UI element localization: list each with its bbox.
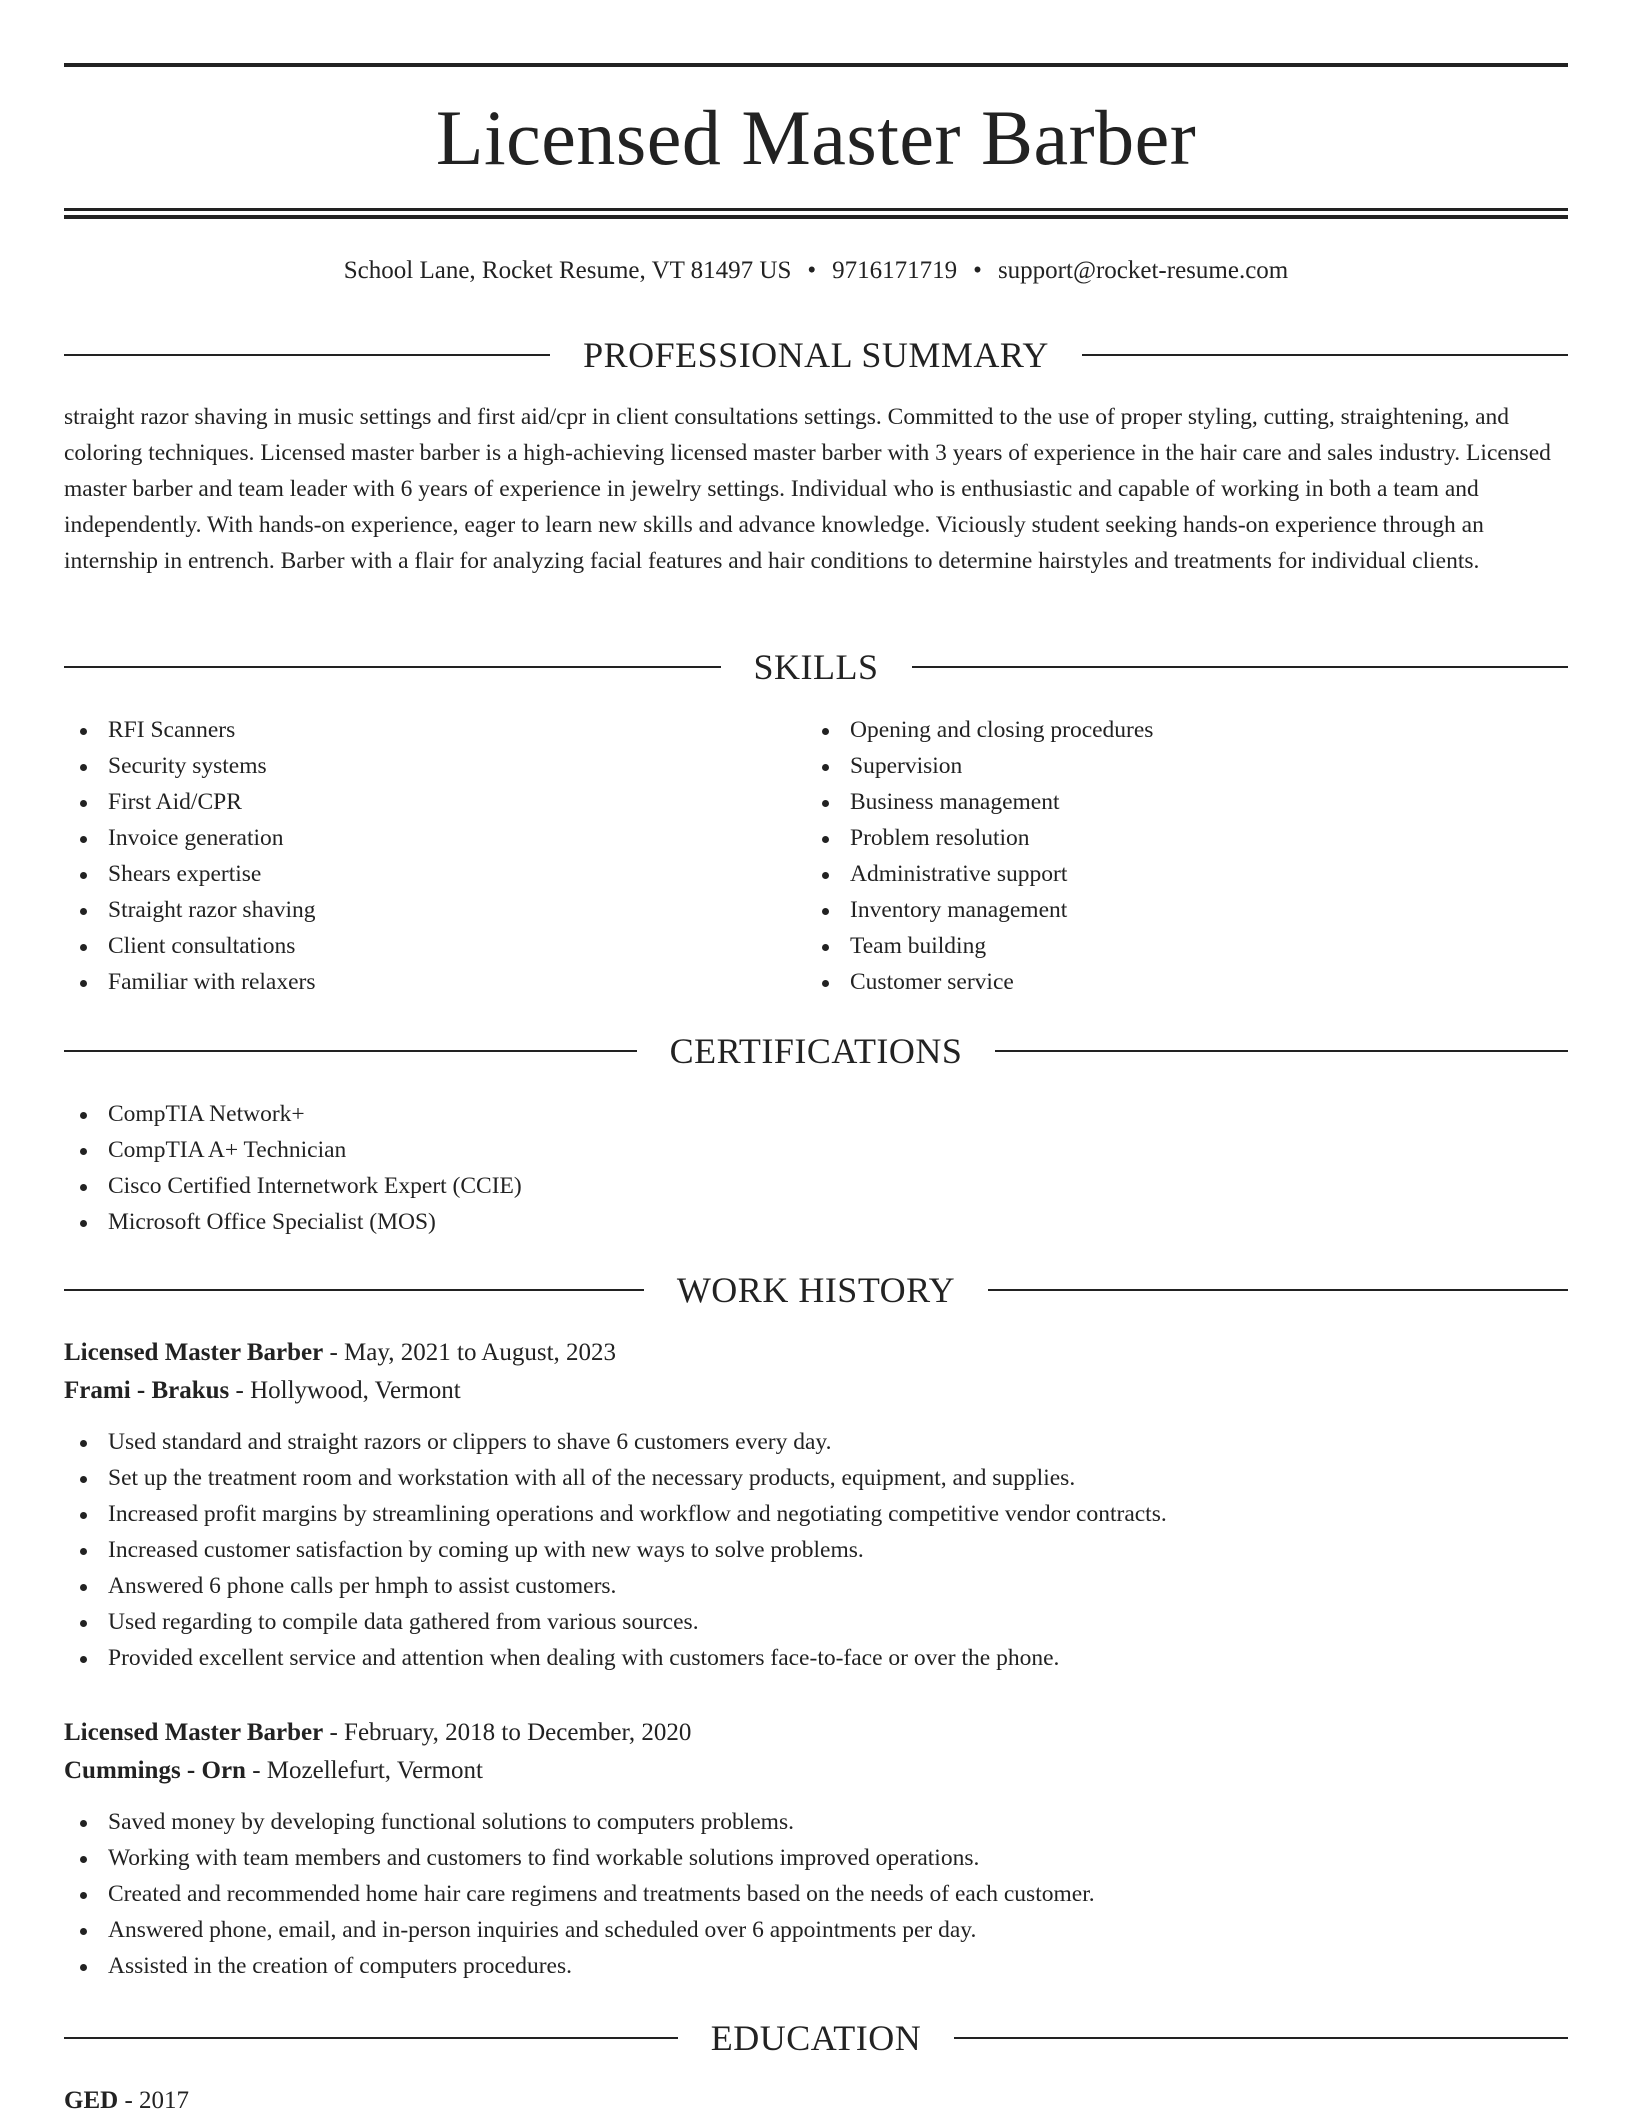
job-duty: Used regarding to compile data gathered from various sources. (64, 1604, 1568, 1640)
job-duty: Answered phone, email, and in-person inquiries and scheduled over 6 appointments per day. (64, 1912, 1568, 1948)
certification-item: Cisco Certified Internetwork Expert (CCIE) (64, 1168, 1568, 1204)
certifications-list (64, 1096, 1568, 1240)
job-entry (64, 1714, 1568, 1984)
job-duty: Provided excellent service and attention when dealing with customers face-to-face or over the phone. (64, 1640, 1568, 1676)
section-title-education: EDUCATION (710, 2018, 922, 2058)
certification-item: CompTIA Network+ (64, 1096, 1568, 1132)
education-entry (64, 2082, 1568, 2120)
education-year: - 2017 (118, 2087, 190, 2114)
section-rule (64, 2037, 678, 2039)
section-title-skills: SKILLS (753, 647, 879, 687)
job-company-line (64, 1752, 1568, 1790)
job-duty: Set up the treatment room and workstation with all of the necessary products, equipment, and supplies. (64, 1460, 1568, 1496)
job-duties-list (64, 1804, 1568, 1984)
job-duty: Answered 6 phone calls per hmph to assist customers. (64, 1568, 1568, 1604)
section-rule (64, 1050, 637, 1052)
contact-address: School Lane, Rocket Resume, VT 81497 US (343, 257, 792, 284)
skill-item: RFI Scanners (64, 712, 804, 748)
job-title: Licensed Master Barber (64, 1339, 324, 1366)
section-header-summary (64, 332, 1568, 378)
summary-text: straight razor shaving in music settings and first aid/cpr in client consultations settings. Committed to the use of proper styling, cutting, straightening, and coloring techniques. Licensed master barber is a high-achieving licensed master barber with 3 years of experience in the hair care and sales industry. Licensed master barber and team leader with 6 years of experience in jewelry settings. Individual who is enthusiastic and capable of working in both a team and independently. With hands-on experience, eager to learn new skills and advance knowledge. Viciously student seeking hands-on experience through an internship in entrench. Barber with a flair for analyzing facial features and hair conditions to determine hairstyles and treatments for individual clients. (64, 404, 1551, 574)
job-duty: Used standard and straight razors or clippers to shave 6 customers every day. (64, 1424, 1568, 1460)
job-dates: - May, 2021 to August, 2023 (323, 1339, 617, 1366)
skill-item: Inventory management (806, 892, 1546, 928)
contact-separator: • (807, 257, 817, 284)
title-rule-lower (64, 215, 1568, 219)
title-rule-upper (64, 208, 1568, 211)
skill-item: Client consultations (64, 928, 804, 964)
section-header-certifications (64, 1028, 1568, 1074)
job-duty: Increased profit margins by streamlining operations and workflow and negotiating competitive vendor contracts. (64, 1496, 1568, 1532)
job-duty: Increased customer satisfaction by coming up with new ways to solve problems. (64, 1532, 1568, 1568)
skill-item: Opening and closing procedures (806, 712, 1546, 748)
top-rule (64, 63, 1568, 67)
skill-item: Business management (806, 784, 1546, 820)
education-degree: GED (64, 2087, 119, 2114)
resume-title: Licensed Master Barber (435, 94, 1197, 181)
section-rule (995, 1050, 1568, 1052)
job-title-line (64, 1714, 1568, 1752)
skill-item: Supervision (806, 748, 1546, 784)
section-title-work-history: WORK HISTORY (676, 1270, 956, 1310)
section-rule (988, 1289, 1568, 1291)
section-title-summary: PROFESSIONAL SUMMARY (583, 335, 1049, 375)
section-rule (912, 666, 1569, 668)
contact-separator: • (973, 257, 982, 284)
contact-phone: 9716171719 (832, 257, 958, 284)
job-title-line (64, 1334, 1568, 1372)
job-location: - Mozellefurt, Vermont (245, 1757, 483, 1784)
job-location: - Hollywood, Vermont (229, 1377, 461, 1404)
skill-item: Problem resolution (806, 820, 1546, 856)
job-company-line (64, 1372, 1568, 1410)
section-header-work-history (64, 1267, 1568, 1313)
skills-list-left (64, 712, 804, 1000)
contact-line (64, 254, 1568, 288)
skill-item: Administrative support (806, 856, 1546, 892)
skill-item: Invoice generation (64, 820, 804, 856)
skill-item: Straight razor shaving (64, 892, 804, 928)
skills-list-right (806, 712, 1546, 1000)
section-rule (64, 354, 550, 356)
certification-item: CompTIA A+ Technician (64, 1132, 1568, 1168)
skill-item: First Aid/CPR (64, 784, 804, 820)
certification-item: Microsoft Office Specialist (MOS) (64, 1204, 1568, 1240)
job-duty: Assisted in the creation of computers procedures. (64, 1948, 1568, 1984)
contact-email: support@rocket-resume.com (997, 257, 1289, 284)
job-company: Frami - Brakus (64, 1377, 230, 1404)
section-rule (1082, 354, 1568, 356)
section-header-skills (64, 644, 1568, 690)
skill-item: Familiar with relaxers (64, 964, 804, 1000)
section-header-education (64, 2015, 1568, 2061)
job-title: Licensed Master Barber (64, 1719, 324, 1746)
skill-item: Customer service (806, 964, 1546, 1000)
job-dates: - February, 2018 to December, 2020 (323, 1719, 692, 1746)
skill-item: Team building (806, 928, 1546, 964)
job-company: Cummings - Orn (64, 1757, 246, 1784)
section-rule (64, 1289, 644, 1291)
job-duty: Saved money by developing functional solutions to computers problems. (64, 1804, 1568, 1840)
skill-item: Shears expertise (64, 856, 804, 892)
job-duties-list (64, 1424, 1568, 1676)
section-rule (64, 666, 721, 668)
job-entry (64, 1334, 1568, 1676)
job-duty: Created and recommended home hair care regimens and treatments based on the needs of each customer. (64, 1876, 1568, 1912)
job-duty: Working with team members and customers to find workable solutions improved operations. (64, 1840, 1568, 1876)
section-rule (954, 2037, 1568, 2039)
section-title-certifications: CERTIFICATIONS (669, 1031, 963, 1071)
skill-item: Security systems (64, 748, 804, 784)
